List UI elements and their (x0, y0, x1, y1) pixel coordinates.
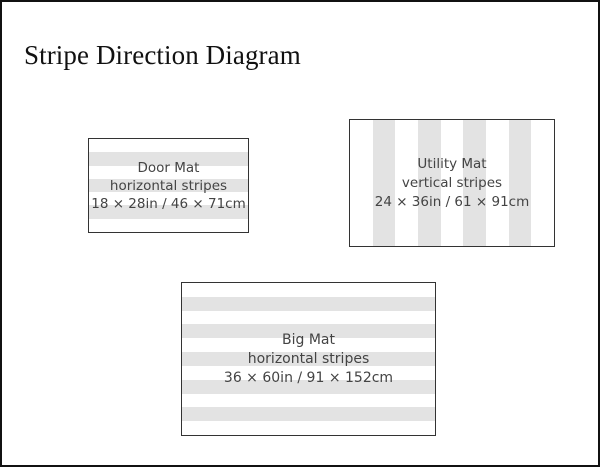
utility-mat-label (350, 120, 554, 246)
big-mat-name: Big Mat (282, 331, 335, 348)
utility-mat-name: Utility Mat (417, 155, 487, 172)
big-mat-label (182, 283, 435, 435)
door-mat-name: Door Mat (137, 159, 200, 176)
diagram-title: Stripe Direction Diagram (24, 40, 301, 70)
utility-mat-size: 24 × 36in / 61 × 91cm (374, 193, 530, 210)
door-mat-label (89, 139, 248, 232)
door-mat (88, 138, 249, 233)
big-mat (181, 282, 436, 436)
door-mat-stripe-text: horizontal stripes (109, 177, 228, 194)
big-mat-size: 36 × 60in / 91 × 152cm (223, 369, 394, 386)
utility-mat (349, 119, 555, 247)
door-mat-size: 18 × 28in / 46 × 71cm (91, 195, 246, 212)
big-mat-stripe-text: horizontal stripes (247, 350, 370, 367)
utility-mat-stripe-text: vertical stripes (401, 174, 503, 191)
